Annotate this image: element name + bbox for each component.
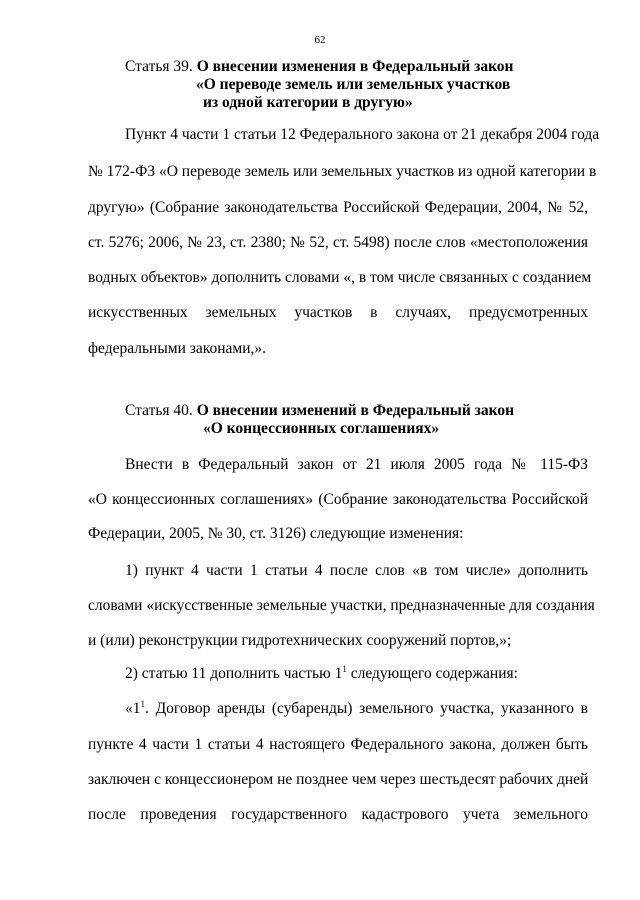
quote-sup: 1 [140, 698, 145, 709]
article-39-body-line: Пункт 4 части 1 статьи 12 Федерального закона от 21 декабря 2004 года [125, 126, 600, 143]
article-40-quote-first-line [125, 699, 588, 719]
article-39-body-line: искусственных земельных участков в случаях, предусмотренных [88, 304, 588, 321]
page-number: 62 [314, 34, 326, 46]
article-40-item1-line: и (или) реконструкции гидротехнических сооружений портов,»; [88, 632, 512, 649]
article-39-body-line: водных объектов» дополнить словами «, в том числе связанных с созданием [88, 269, 592, 286]
article-40-intro-line: Внести в Федеральный закон от 21 июля 2005 года № 115-ФЗ [125, 456, 588, 473]
item2-pre: 2) статью 11 дополнить частью 1 [125, 665, 343, 682]
quote-open: «1 [125, 700, 141, 717]
article-40-intro-line: «О концессионных соглашениях» (Собрание законодательства Российской [88, 491, 588, 508]
article-40-intro-line: Федерации, 2005, № 30, ст. 3126) следующие изменения: [88, 525, 464, 542]
article-40-prefix: Статья 40. [125, 402, 197, 419]
article-39-title-line3: из одной категории в другую» [203, 94, 413, 111]
article-40-item2 [125, 664, 588, 684]
article-39-prefix: Статья 39. [125, 58, 197, 75]
article-40-item1-line: словами «искусственные земельные участки, предназначенные для создания [88, 597, 595, 614]
item2-post: следующего содержания: [346, 665, 518, 682]
article-39-body-line: № 172-ФЗ «О переводе земель или земельных участков из одной категории в [88, 163, 597, 180]
article-39-title-line1: О внесении изменения в Федеральный закон [196, 58, 514, 75]
article-39-heading [125, 58, 514, 112]
quote-first-rest: . Договор аренды (субаренды) земельного участка, указанного в [145, 700, 588, 717]
article-40-quote-line: после проведения государственного кадастрового учета земельного [88, 806, 588, 823]
item2-sup: 1 [342, 663, 347, 674]
article-39-body-line: другую» (Собрание законодательства Российской Федерации, 2004, № 52, [88, 199, 588, 216]
article-39-body-line: ст. 5276; 2006, № 23, ст. 2380; № 52, ст. 5498) после слов «местоположения [88, 234, 588, 251]
article-39-title-line2: «О переводе земель или земельных участков [196, 76, 511, 93]
article-40-quote-line: пункте 4 части 1 статьи 4 настоящего Федерального закона, должен быть [88, 736, 588, 753]
article-40-heading [125, 402, 514, 438]
article-40-title-line2: «О концессионных соглашениях» [203, 420, 440, 437]
article-40-quote-line: заключен с концессионером не позднее чем через шестьдесят рабочих дней [88, 771, 589, 788]
article-39-body-line: федеральными законами,». [88, 340, 267, 357]
article-40-title-line1: О внесении изменений в Федеральный закон [196, 402, 515, 419]
article-40-item1-line: 1) пункт 4 части 1 статьи 4 после слов «в том числе» дополнить [125, 562, 588, 579]
